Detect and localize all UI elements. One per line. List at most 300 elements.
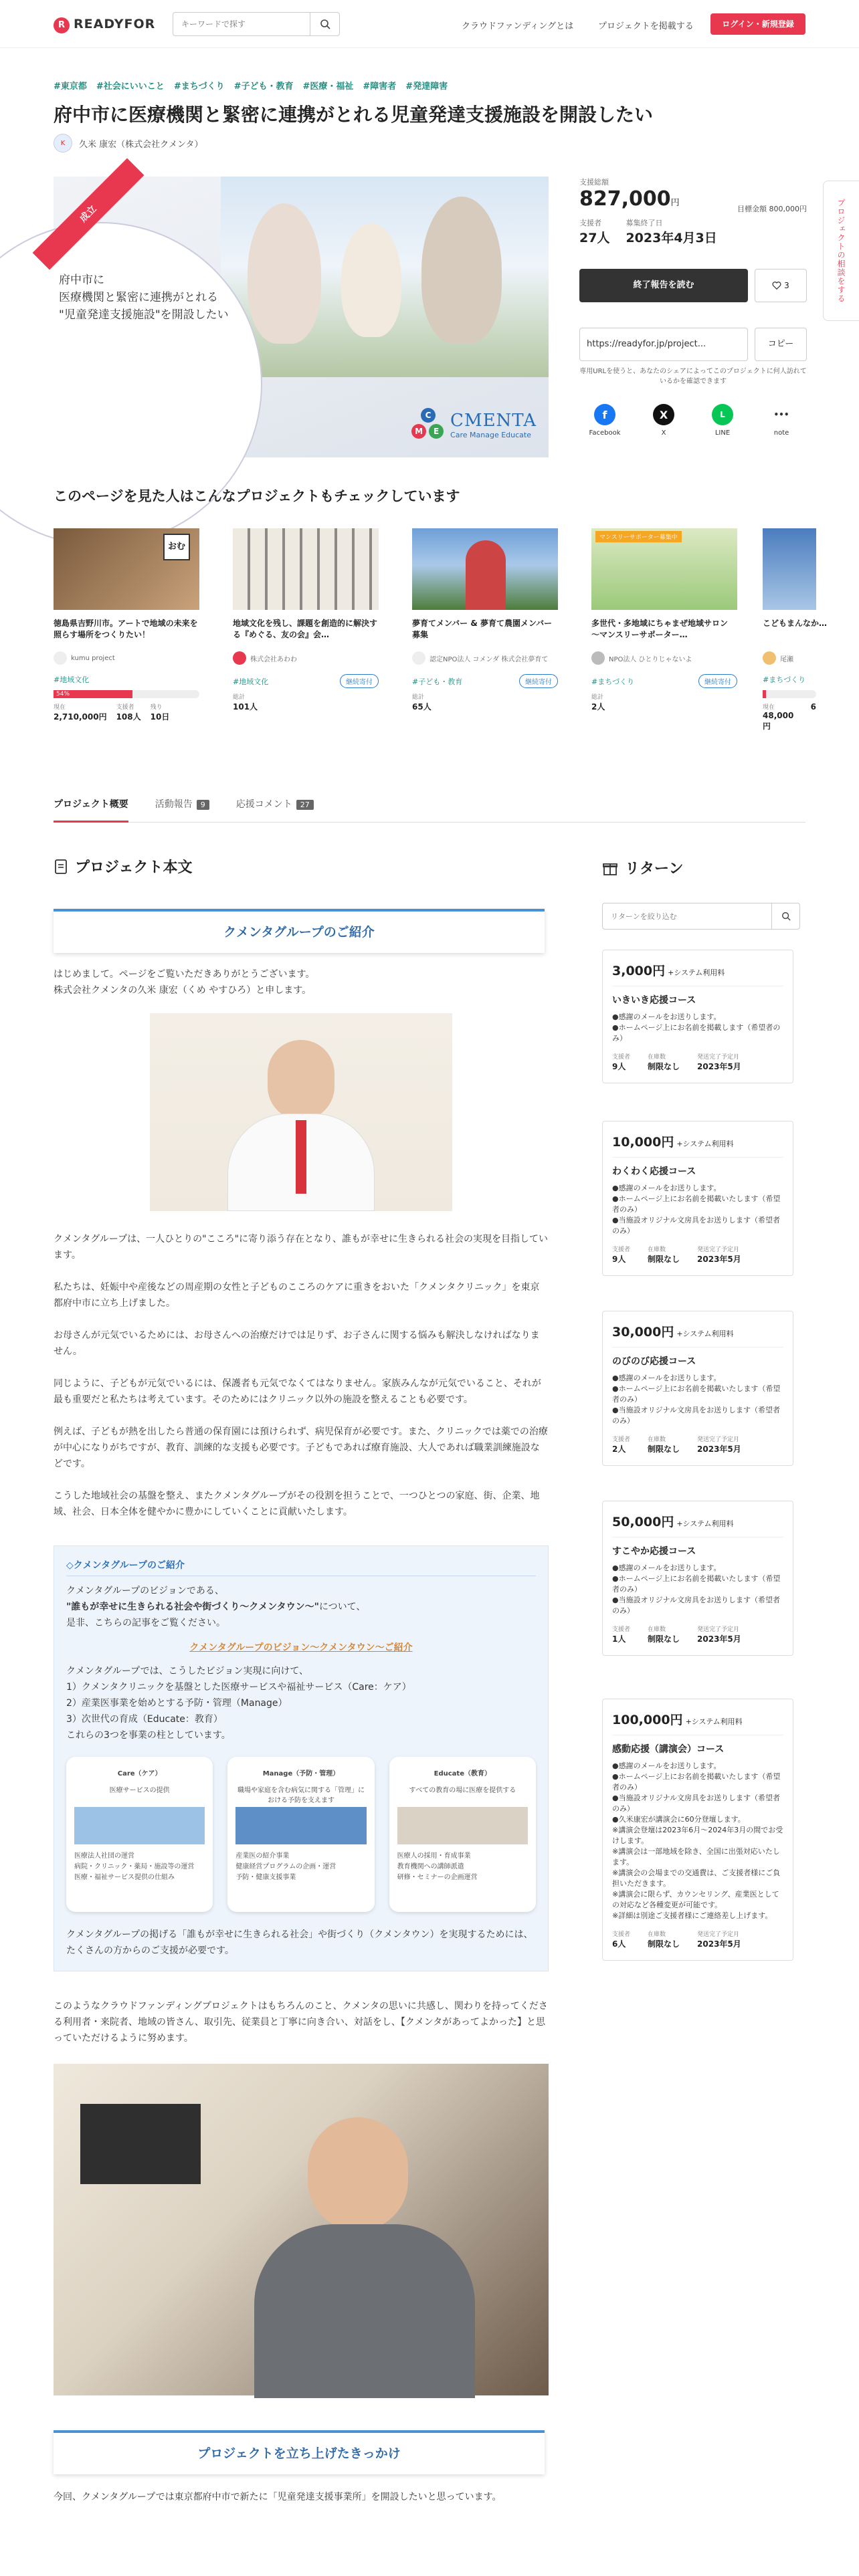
returns-filter-button[interactable]: [771, 903, 799, 929]
card-tag-text: #まちづくり: [763, 675, 806, 684]
return-item: ●ホームページ上にお名前を掲載いたします（希望者のみ）: [612, 1574, 781, 1594]
support-panel: [579, 177, 807, 437]
stat-value: 制限なし: [648, 1634, 680, 1644]
project-hero-image: [54, 177, 549, 457]
monthly-supporter-label: マンスリーサポーター募集中: [595, 531, 682, 542]
stat-value: 2023年5月: [697, 1939, 741, 1949]
stat-label: 現在: [54, 704, 66, 711]
stat-value: 2人: [591, 702, 605, 712]
pillar-item: 産業医の紹介事業: [235, 1852, 290, 1860]
return-item: ●当施設オリジナル文房具をお送りします（希望者のみ）: [612, 1406, 781, 1425]
return-price-value: 100,000: [612, 1713, 670, 1727]
return-item: ●当施設オリジナル文房具をお送りします（希望者のみ）: [612, 1596, 781, 1615]
return-item: ●ホームページ上にお名前を掲載いたします（希望者のみ）: [612, 1772, 781, 1792]
card-tag-text: #まちづくり: [591, 677, 635, 686]
card-stats: [763, 702, 816, 732]
return-card[interactable]: [602, 1501, 793, 1656]
return-item: ※講演会に限らず、カウンセリング、産業医としての対応など各種変更が可能です。: [612, 1890, 779, 1909]
return-stats: [612, 1434, 783, 1455]
returns-filter-input[interactable]: [603, 903, 763, 929]
paragraph-line: これらの3つを事業の柱としています。: [66, 1730, 231, 1741]
readyfor-logo-icon[interactable]: R: [54, 17, 70, 33]
return-card[interactable]: [602, 1699, 793, 1961]
owner-avatar: K: [54, 134, 72, 152]
pillar-item: 教育機関への講師派遣: [397, 1863, 464, 1870]
continuous-donation-badge: 継続寄付: [519, 674, 558, 688]
card-image: [763, 528, 816, 610]
stat-label: 支援者: [116, 704, 134, 711]
tab-count: 9: [197, 800, 209, 810]
card-owner-name: NPO法人 ひとりじゃないよ: [609, 655, 692, 663]
search-input[interactable]: [173, 13, 304, 35]
card-title: 多世代・多地域にちゃまぜ地域サロン ～マンスリーサポーター…: [591, 619, 729, 639]
stat-value: 65人: [412, 702, 432, 712]
related-project-card[interactable]: [763, 528, 828, 732]
hero-caption-line: "児童発達支援施設"を開設したい: [59, 308, 229, 322]
related-project-card[interactable]: [591, 528, 737, 712]
vision-article-link[interactable]: クメンタグループのビジョン〜クメンタウン〜ご紹介: [189, 1642, 413, 1653]
favorite-button[interactable]: [755, 269, 807, 302]
card-image: [591, 528, 737, 610]
return-item: ●当施設オリジナル文房具をお送りします（希望者のみ）: [612, 1216, 781, 1235]
card-tag-text: #地域文化: [233, 677, 269, 686]
return-price-unit: 円: [661, 1325, 674, 1339]
stat-label: 発送完了予定月: [697, 1247, 740, 1253]
paragraph-line: 2）産業医事業を始めとする予防・管理（Manage）: [66, 1698, 288, 1709]
stat-label: 総計: [412, 694, 425, 701]
owner-name: 久米 康宏（株式会社クメンタ）: [79, 139, 203, 150]
logo-letter: C: [421, 408, 436, 423]
stat-value: 1人: [612, 1634, 626, 1644]
return-item: ●久米康宏が講演会に60分登壇します。: [612, 1815, 745, 1824]
tag-link[interactable]: #障害者: [363, 82, 397, 92]
return-item: ※講演会の会場までの交通費は、ご支援者様にご負担いただきます。: [612, 1868, 781, 1888]
photo-face-shape: [308, 2117, 408, 2231]
return-price: [612, 961, 783, 979]
logo-letter: E: [429, 424, 444, 439]
group-intro-box: [54, 1545, 549, 1971]
consult-side-tab[interactable]: [823, 181, 859, 321]
nav-about-crowdfunding[interactable]: クラウドファンディングとは: [462, 21, 574, 31]
card-owner: [412, 649, 558, 667]
pillar-card-care: [66, 1757, 213, 1912]
card-title: 地域文化を残し、課題を創造的に解決する『めぐる、友の会』会…: [233, 619, 378, 639]
return-fee: +システム利用料: [685, 1717, 743, 1726]
content-box-heading: プロジェクトを立ち上げたきっかけ: [54, 2430, 545, 2474]
pillar-card-manage: [227, 1757, 374, 1912]
share-note-button[interactable]: [761, 404, 801, 437]
paragraph-line: 是非、こちらの記事をご覧ください。: [66, 1618, 225, 1628]
card-image: [233, 528, 379, 610]
return-item: ※講演会登壇は2023年6月〜2024年3月の間でお受けします。: [612, 1826, 783, 1845]
tag-link[interactable]: #発達障害: [405, 82, 448, 92]
stat-label: 在庫数: [648, 1931, 666, 1938]
card-stats: [591, 692, 737, 712]
business-pillars: [66, 1663, 536, 1743]
return-price: [612, 1710, 783, 1728]
card-progress-bar: [54, 690, 199, 698]
return-name: すこやか応援コース: [612, 1546, 696, 1557]
return-price-unit: 円: [661, 1135, 674, 1150]
card-title: 徳島県吉野川市。アートで地域の未来を照らす場所をつくりたい！: [54, 619, 198, 639]
return-stats: [612, 1245, 783, 1265]
stat-label: 現在: [763, 704, 775, 711]
return-item: ●ホームページ上にお名前を掲載します（希望者のみ）: [612, 1023, 781, 1043]
share-label: LINE: [714, 429, 731, 437]
pillar-item: 健康経営プログラムの企画・運営: [235, 1863, 337, 1870]
box-closing: クメンタグループの掲げる「誰もが幸せに生きられる社会」や街づくり（クメンタウン）を実現するためには、たくさんの方からのご支援が必要です。: [66, 1929, 533, 1956]
card-tag: [54, 674, 199, 685]
return-price: [612, 1322, 783, 1340]
search-icon: [320, 19, 330, 29]
stat-label: 総計: [591, 694, 604, 701]
return-stats: [612, 1052, 783, 1072]
success-ribbon: 成立: [33, 158, 145, 270]
tag-link[interactable]: #子ども・教育: [233, 82, 294, 92]
pillar-title: Care（ケア）: [117, 1770, 162, 1778]
owner-avatar: [591, 651, 605, 665]
paragraph: 同じように、子どもが元気でいるには、保護者も元気でなくてはなりません。家族みんなが元気でいること、それが最も重要だと私たちは考えています。そのためにはクリニック以外の施設を整えることも必要です。: [54, 1378, 541, 1405]
stat-label: 在庫数: [648, 1626, 666, 1633]
hero-person-shape: [341, 223, 401, 337]
card-owner: [591, 649, 737, 667]
amount-unit: 円: [670, 198, 680, 208]
pillar-item: 医療人の採用・育成事業: [397, 1852, 471, 1860]
project-tabs: [54, 789, 805, 823]
hero-person-shape: [248, 203, 321, 344]
copy-url-button[interactable]: コピー: [755, 328, 807, 361]
stat-label: 支援者: [612, 1054, 631, 1061]
stat-value: 2023年5月: [697, 1444, 741, 1454]
paragraph: 例えば、子どもが熱を出したら普通の保育園には預けられず、病児保育が必要です。また、クリニックでは薬での治療が中心になりがちですが、教育、訓練的な支援も必要です。子どもであれば療育施設、大人であれば職業訓練施設などです。: [54, 1426, 548, 1469]
owner-avatar: [54, 651, 67, 665]
stat-value: 108人: [116, 712, 141, 722]
return-price-value: 50,000: [612, 1515, 662, 1529]
card-owner-name: 尾瀬: [780, 655, 793, 663]
returns-filter: [602, 903, 800, 930]
return-name: いきいき応援コース: [612, 995, 696, 1006]
stat-value: 2023年5月: [697, 1255, 741, 1264]
paragraph-line: 3）次世代の育成（Educate：教育）: [66, 1714, 223, 1725]
return-fee: +システム利用料: [676, 1140, 734, 1148]
box-heading: ◇クメンタグループのご紹介: [66, 1558, 536, 1576]
login-signup-button[interactable]: ログイン・新規登録: [710, 13, 805, 35]
cmenta-logo-name: CMENTA: [450, 410, 537, 431]
stat-value: 制限なし: [648, 1062, 680, 1071]
pillar-cards: [66, 1757, 536, 1912]
divider: [612, 1347, 783, 1348]
x-icon: X: [653, 404, 674, 425]
related-projects-title: このページを見た人はこんなプロジェクトもチェックしています: [54, 488, 460, 504]
return-item: ●ホームページ上にお名前を掲載いたします（希望者のみ）: [612, 1384, 781, 1404]
related-project-card[interactable]: [54, 528, 199, 722]
amount-label: 支援総額: [579, 178, 609, 187]
return-price-value: 30,000: [612, 1325, 662, 1339]
stat-value: 2023年5月: [697, 1062, 741, 1071]
continuous-donation-badge: 継続寄付: [698, 674, 737, 688]
line-icon: L: [712, 404, 733, 425]
share-x-button[interactable]: [644, 404, 684, 437]
facebook-icon: f: [594, 404, 615, 425]
pillar-title: Educate（教育）: [434, 1770, 491, 1778]
paragraph: このようなクラウドファンディングプロジェクトはもちろんのこと、クメンタの思いに共感し、関わりを持ってくださる利用者・来院者、地域の皆さん、取引先、従業員と丁寧に向き合い、対話をし、【クメンタがあってよかった】と思っていただけるように努めます。: [54, 2001, 548, 2044]
return-item: ●感謝のメールをお送りします。: [612, 1184, 721, 1192]
tab-activity-reports[interactable]: [155, 789, 209, 822]
share-buttons: [579, 404, 807, 437]
stat-label: 発送完了予定月: [697, 1626, 740, 1633]
pillar-item: 予防・健康支援事業: [235, 1874, 296, 1881]
pillar-item: 医療法人社団の運営: [74, 1852, 134, 1860]
return-card[interactable]: [602, 950, 793, 1083]
goal-amount: 目標金額 800,000円: [737, 205, 807, 213]
hero-photo: [221, 177, 549, 377]
pillar-items: [235, 1851, 366, 1883]
return-card[interactable]: [602, 1121, 793, 1276]
return-stats: [612, 1929, 783, 1949]
pillar-item: 病院・クリニック・薬局・施設等の運営: [74, 1863, 195, 1870]
project-tags: [54, 79, 448, 92]
stat-value: 2,710,000円: [54, 712, 107, 722]
return-item: ●感謝のメールをお送りします。: [612, 1564, 721, 1572]
pillar-items: [397, 1851, 528, 1883]
cmenta-logo-icon: [411, 408, 445, 441]
card-image: [412, 528, 558, 610]
stat-label: 在庫数: [648, 1054, 666, 1061]
continuous-donation-badge: 継続寄付: [340, 674, 379, 688]
stat-value: 6: [810, 702, 816, 712]
card-title: こどもまんなか…: [763, 619, 828, 628]
related-project-card[interactable]: [412, 528, 558, 712]
return-price: [612, 1512, 783, 1530]
stat-label: 支援者: [612, 1931, 631, 1938]
return-stats: [612, 1624, 783, 1644]
return-price-value: 3,000: [612, 964, 653, 978]
return-price-unit: 円: [652, 964, 666, 978]
tab-count: 27: [296, 800, 314, 810]
section-title: プロジェクト本文: [75, 859, 193, 876]
divider: [612, 1157, 783, 1158]
card-tag: [412, 674, 558, 688]
site-header: [0, 0, 859, 48]
pillar-title: Manage（予防・管理）: [262, 1770, 340, 1778]
share-label: note: [773, 429, 789, 437]
paragraph: クメンタグループは、一人ひとりの"こころ"に寄り添う存在となり、誰もが幸せに生きられる社会の実現を目指しています。: [54, 1234, 549, 1261]
return-price-value: 10,000: [612, 1135, 662, 1150]
heart-icon: [772, 281, 781, 290]
stat-value: 2023年5月: [697, 1634, 741, 1644]
related-project-card[interactable]: [233, 528, 379, 712]
vision-text: "誰もが幸せに生きられる社会や街づくり〜クメンタウン〜": [66, 1602, 319, 1612]
read-report-button[interactable]: 終了報告を読む: [579, 269, 748, 302]
owner-avatar: [233, 651, 246, 665]
intro-text: [54, 966, 549, 998]
return-fee: +システム利用料: [676, 1329, 734, 1338]
tag-link[interactable]: #医療・福祉: [302, 82, 354, 92]
stat-value: 10日: [150, 712, 170, 722]
tab-label: プロジェクト概要: [54, 799, 128, 810]
card-image: [54, 528, 199, 610]
stat-label: 残り: [150, 704, 163, 711]
search-button[interactable]: [310, 13, 339, 35]
stat-label: 在庫数: [648, 1436, 666, 1443]
pillar-items: [74, 1851, 205, 1883]
card-owner: [233, 649, 379, 667]
card-stats: [54, 702, 199, 722]
end-date-label: 募集終了日: [626, 219, 663, 227]
end-date: 2023年4月3日: [626, 231, 717, 245]
card-image-badge: おむ: [163, 534, 190, 560]
return-price-unit: 円: [670, 1713, 683, 1727]
card-stats: [233, 692, 379, 712]
pillar-sub: 職場や家庭を含む病気に関する「管理」における予防を支えます: [237, 1787, 365, 1804]
stat-value: 2人: [612, 1444, 626, 1454]
pillar-image: [397, 1807, 528, 1844]
card-progress-fill: 54%: [54, 690, 132, 698]
paragraph-line: 株式会社クメンタの久米 康宏（くめ やすひろ）と申します。: [54, 985, 312, 996]
pillar-image: [74, 1807, 205, 1844]
portrait-photo: [150, 1013, 452, 1211]
readyfor-logo[interactable]: READYFOR: [74, 17, 156, 31]
section-heading: [54, 856, 549, 877]
project-title: 府中市に医療機関と緊密に連携がとれる児童発達支援施設を開設したい: [54, 104, 654, 126]
tab-label: 活動報告: [155, 799, 193, 810]
hero-caption-line: 医療機関と緊密に連携がとれる: [59, 291, 218, 304]
card-title: 夢育てメンバー & 夢育て農園メンバー 募集: [412, 619, 553, 639]
card-person-shape: [466, 540, 506, 610]
stat-label: 総計: [233, 694, 246, 701]
paragraph: 私たちは、妊娠中や産後などの周産期の女性と子どものこころのケアに重きをおいた「クメンタクリニック」を東京都府中市に立ち上げました。: [54, 1282, 540, 1309]
tab-comments[interactable]: [236, 789, 314, 822]
tab-overview[interactable]: [54, 789, 128, 823]
return-card[interactable]: [602, 1311, 793, 1466]
document-icon: [54, 859, 68, 875]
share-line-button[interactable]: [702, 404, 743, 437]
consult-side-tab-label: プロジェクトの相談をする: [836, 199, 846, 303]
paragraph-line: クメンタグループのビジョンである、: [66, 1586, 224, 1596]
card-tag: [233, 674, 379, 688]
paragraph-line: はじめまして。ページをご覧いただきありがとうございます。: [54, 969, 315, 980]
gift-icon: [602, 860, 618, 876]
project-body: [54, 856, 549, 2505]
card-owner: [763, 649, 816, 667]
card-tag-text: #地域文化: [54, 675, 90, 684]
portrait-tie-shape: [296, 1120, 306, 1194]
office-photo: [54, 2064, 549, 2395]
stat-value: 6人: [612, 1939, 626, 1949]
return-price-unit: 円: [661, 1515, 674, 1529]
paragraph-line: について、: [318, 1602, 366, 1612]
logo-letter: M: [411, 424, 426, 439]
return-price: [612, 1132, 783, 1150]
stat-label: 在庫数: [648, 1247, 666, 1253]
paragraph: お母さんが元気でいるためには、お母さんへの治療だけでは足りず、お子さんに関する悩みも解決しなければなりません。: [54, 1330, 540, 1357]
paragraph: 今回、クメンタグループでは東京都府中市で新たに「児童発達支援事業所」を開設したいと思っています。: [54, 2492, 502, 2502]
search-icon: [781, 911, 791, 921]
paragraph: こうした地域社会の基盤を整え、またクメンタグループがその役割を担うことで、一つひとつの家庭、街、企業、地域、社会、日本全体を健やかに豊かにしていくことに貢献いたします。: [54, 1491, 540, 1517]
paragraph-line: 1）クメンタクリニックを基盤とした医療サービスや福祉サービス（Care：ケア）: [66, 1682, 411, 1693]
returns-heading: [602, 857, 684, 878]
card-stats: [412, 692, 558, 712]
return-item: ※講演会は一部地域を除き、全国に出張対応いたします。: [612, 1847, 780, 1866]
support-stats: [579, 217, 807, 246]
stat-label: 支援者: [612, 1626, 631, 1633]
stat-value: 101人: [233, 702, 258, 712]
pillar-card-educate: [389, 1757, 536, 1912]
return-item: ●感謝のメールをお送りします。: [612, 1374, 721, 1382]
pillar-image: [235, 1807, 366, 1844]
owner-avatar: [763, 651, 776, 665]
stat-value: 9人: [612, 1255, 626, 1264]
box-text: [66, 1583, 536, 1631]
tab-label: 応援コメント: [235, 799, 292, 810]
tag-link[interactable]: #まちづくり: [173, 82, 225, 92]
card-owner-name: 株式会社あわわ: [250, 655, 297, 663]
portrait-face-shape: [268, 1040, 335, 1120]
content-box-heading: クメンタグループのご紹介: [54, 909, 545, 953]
note-icon: •••: [771, 404, 792, 425]
stat-value: 9人: [612, 1062, 626, 1071]
nav-start-project[interactable]: プロジェクトを掲載する: [598, 21, 694, 31]
site-search: [173, 12, 340, 36]
return-item: ●ホームページ上にお名前を掲載いたします（希望者のみ）: [612, 1194, 781, 1214]
stat-label: 発送完了予定月: [697, 1931, 740, 1938]
returns-title: リターン: [625, 861, 684, 877]
card-progress-fill: [763, 690, 766, 698]
stat-value: 制限なし: [648, 1444, 680, 1454]
card-progress-bar: [763, 690, 816, 698]
return-name: のびのび応援コース: [612, 1356, 696, 1367]
pillar-sub: すべての教育の場に医療を提供する: [409, 1787, 516, 1794]
share-label: X: [661, 429, 666, 437]
pillar-item: 医療・福祉サービス提供の仕組み: [74, 1874, 175, 1881]
return-item: ●感謝のメールをお送りします。: [612, 1012, 721, 1021]
supporters-label: 支援者: [579, 219, 601, 227]
return-item: ●当施設オリジナル文房具をお送りします（希望者のみ）: [612, 1794, 781, 1813]
card-owner-name: kumu project: [71, 654, 115, 662]
share-url-field[interactable]: https://readyfor.jp/project...: [579, 328, 748, 361]
paragraph-line: クメンタグループでは、こうしたビジョン実現に向けて、: [66, 1666, 309, 1677]
project-owner[interactable]: [54, 134, 203, 152]
share-facebook-button[interactable]: [585, 404, 625, 437]
card-tag-text: #子ども・教育: [412, 677, 463, 686]
stat-value: 制限なし: [648, 1255, 680, 1264]
card-tag: [591, 674, 737, 688]
pillar-sub: 医療サービスの提供: [109, 1787, 170, 1794]
stat-label: 支援者: [612, 1436, 631, 1443]
pillar-item: 研修・セミナーの企画運営: [397, 1874, 478, 1881]
stat-label: 支援者: [612, 1247, 631, 1253]
return-item: ●感謝のメールをお送りします。: [612, 1761, 721, 1770]
supporters-count: 27人: [579, 231, 610, 245]
hero-caption: [59, 272, 229, 324]
photo-body-shape: [254, 2224, 475, 2398]
tag-link[interactable]: #東京都: [54, 82, 87, 92]
return-item: ※詳細は別途ご支援者様にご連絡差し上げます。: [612, 1911, 773, 1920]
cmenta-logo: [411, 408, 537, 441]
stat-value: 制限なし: [648, 1939, 680, 1949]
tag-link[interactable]: #社会にいいこと: [96, 82, 165, 92]
stat-value: 48,000円: [763, 711, 794, 731]
owner-avatar: [412, 651, 425, 665]
stat-label: 発送完了予定月: [697, 1054, 740, 1061]
return-fee: +システム利用料: [676, 1519, 734, 1528]
hero-person-shape: [421, 197, 502, 344]
hero-caption-line: 府中市に: [59, 274, 104, 287]
return-name: わくわく応援コース: [612, 1166, 696, 1177]
card-tag: [763, 674, 816, 685]
photo-monitor-shape: [80, 2104, 201, 2184]
share-label: Facebook: [589, 429, 621, 437]
